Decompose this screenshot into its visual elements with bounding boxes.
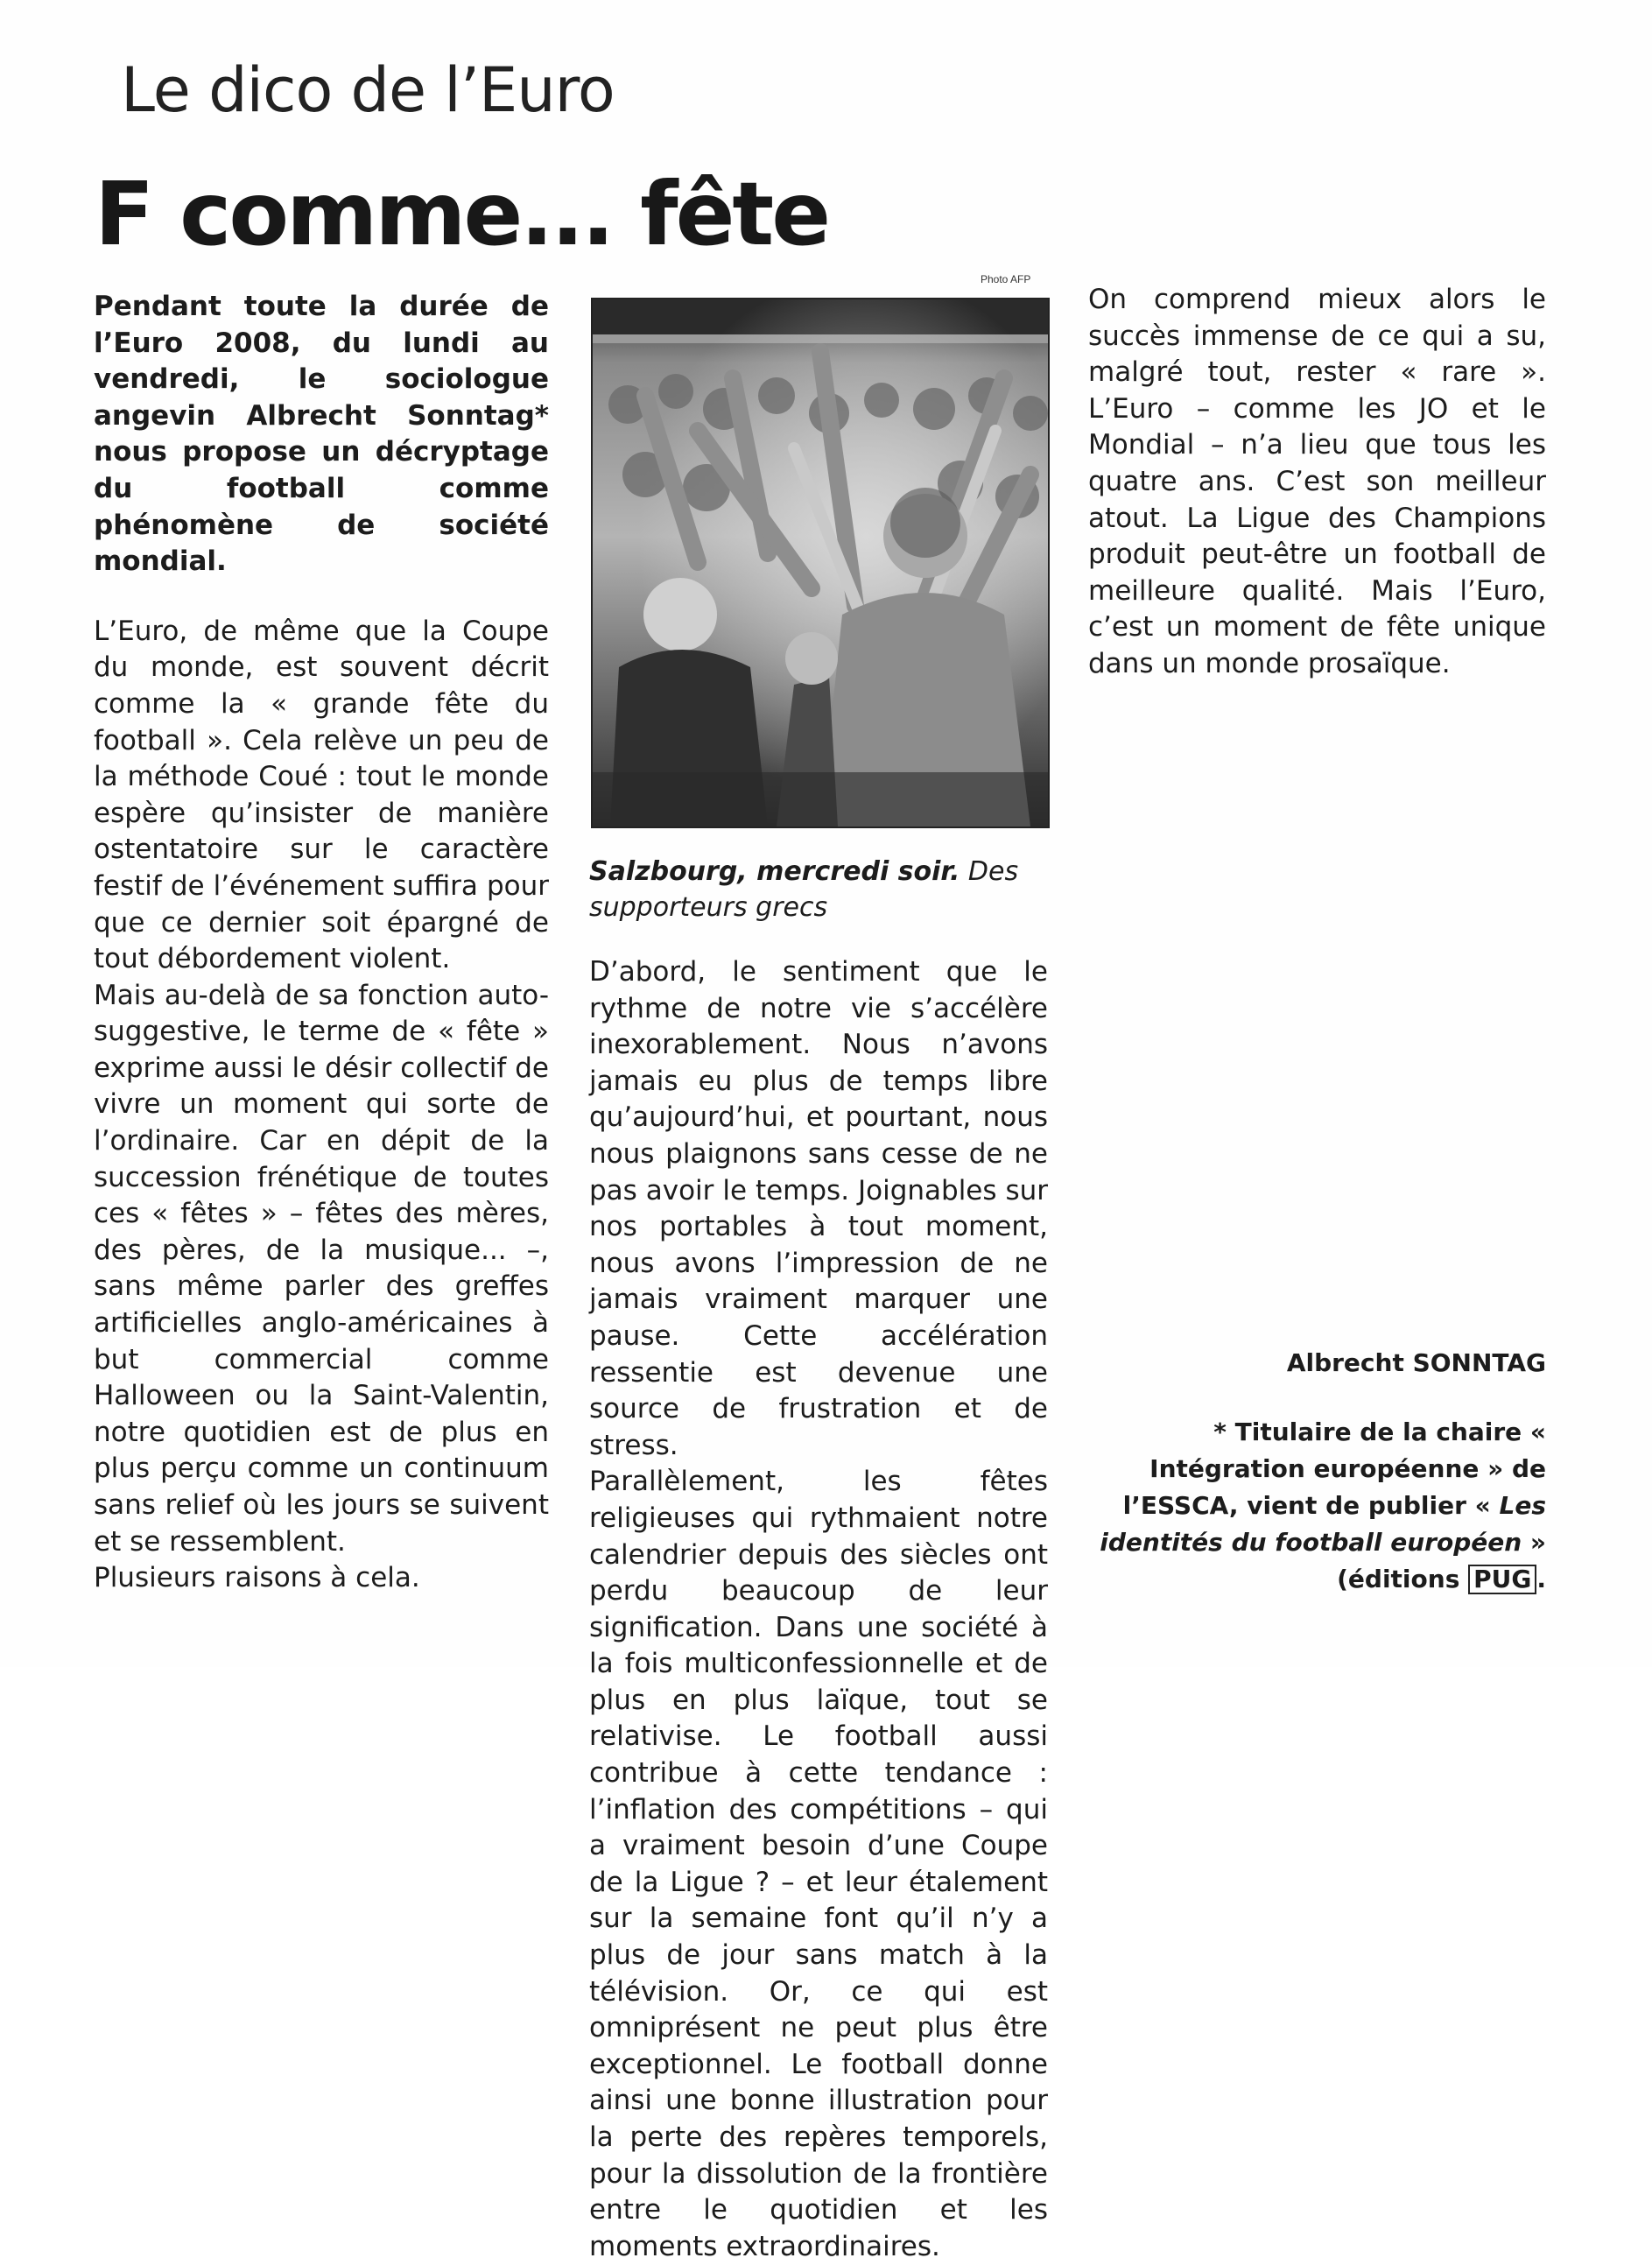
author-signature: Albrecht SONNTAG xyxy=(1286,1348,1546,1377)
caption-text: Des supporteurs grecs xyxy=(589,856,1019,923)
body-paragraph: Plusieurs raisons à cela. xyxy=(94,1562,420,1594)
body-paragraph: D’abord, le sentiment que le rythme de notre vie s’accélère inexorablement. Nous n’avons jamais eu plus de temps libre qu’aujourd’hui, et pourtant, nous nous plaignons sans cesse de ne pas avoir le temps. Joignables sur nos portables à tout moment, nous avons l’impression de ne jamais vraiment marquer une pause. Cette accélération ressentie est devenue une source de frustration et de stress. xyxy=(589,956,1048,1461)
column-1 xyxy=(94,289,549,1597)
body-paragraph: On comprend mieux alors le succès immense de ce qui a su, malgré tout, rester « rare ». L’Euro – comme les JO et le Mondial – n’a lieu que tous les quatre ans. C’est son meilleur atout. La Ligue des Champions produit peut-être un football de meilleure qualité. Mais l’Euro, c’est un moment de fête unique dans un monde prosaïque. xyxy=(1088,284,1546,679)
footnote-text: * Titulaire de la chaire « Intégration européenne » de l’ESSCA, vient de publier « xyxy=(1122,1417,1546,1520)
body-paragraph: Parallèlement, les fêtes religieuses qui rythmaient notre calendrier depuis des siècles ont perdu beaucoup de leur signification. Dans une société à la fois multiconfessionnelle et de plus en plus laïque, tout se relativise. Le football aussi contribue à cette tendance : l’inflation des compétitions – qui a vraiment besoin d’une Coupe de la Ligue ? – et leur étalement sur la semaine font qu’il n’y a plus de jour sans match à la télévision. Or, ce qui est omniprésent ne peut plus être exceptionnel. Le football donne ainsi une bonne illustration pour la perte des repères temporels, pour la dissolution de la frontière entre le quotidien et les moments extraordinaires. xyxy=(589,1466,1048,2262)
photo-credit: Photo AFP xyxy=(981,273,1031,285)
crowd-photo xyxy=(591,298,1050,828)
caption-location: Salzbourg, mercredi soir. xyxy=(589,856,960,887)
intro-paragraph: Pendant toute la durée de l’Euro 2008, du lundi au vendredi, le sociologue angevin Albrecht Sonntag* nous propose un décryptage du football comme phénomène de société mondial. xyxy=(94,291,549,578)
publisher-logo: PUG xyxy=(1468,1565,1536,1594)
rubric-title: Le dico de l’Euro xyxy=(121,54,615,126)
article-headline: F comme... fête xyxy=(95,163,829,265)
column-3 xyxy=(1088,282,1546,683)
column-2 xyxy=(589,954,1048,2265)
body-paragraph: Mais au-delà de sa fonction auto-suggestive, le terme de « fête » exprime aussi le désir collectif de vivre un moment qui sorte de l’ordinaire. Car en dépit de la succession frénétique de toutes ces « fêtes » – fêtes des mères, des pères, de la musique... –, sans même parler des greffes artificielles anglo-américaines à but commercial comme Halloween ou la Saint-Valentin, notre quotidien est de plus en plus perçu comme un continuum sans relief où les jours se suivent et se ressemblent. xyxy=(94,979,549,1558)
footnote-end: . xyxy=(1536,1565,1546,1593)
author-footnote xyxy=(1056,1414,1546,1598)
book-title: Les identités du football européen xyxy=(1100,1491,1546,1557)
photo-caption xyxy=(589,854,1048,925)
body-paragraph: L’Euro, de même que la Coupe du monde, est souvent décrit comme la « grande fête du football ». Cela relève un peu de la méthode Coué : tout le monde espère qu’insister de manière ostentatoire sur le caractère festif de l’événement suffira pour que ce dernier soit épargné de tout débordement violent. xyxy=(94,615,549,975)
supporters-image xyxy=(593,299,1048,827)
footnote-text: » (éditions xyxy=(1337,1528,1546,1593)
